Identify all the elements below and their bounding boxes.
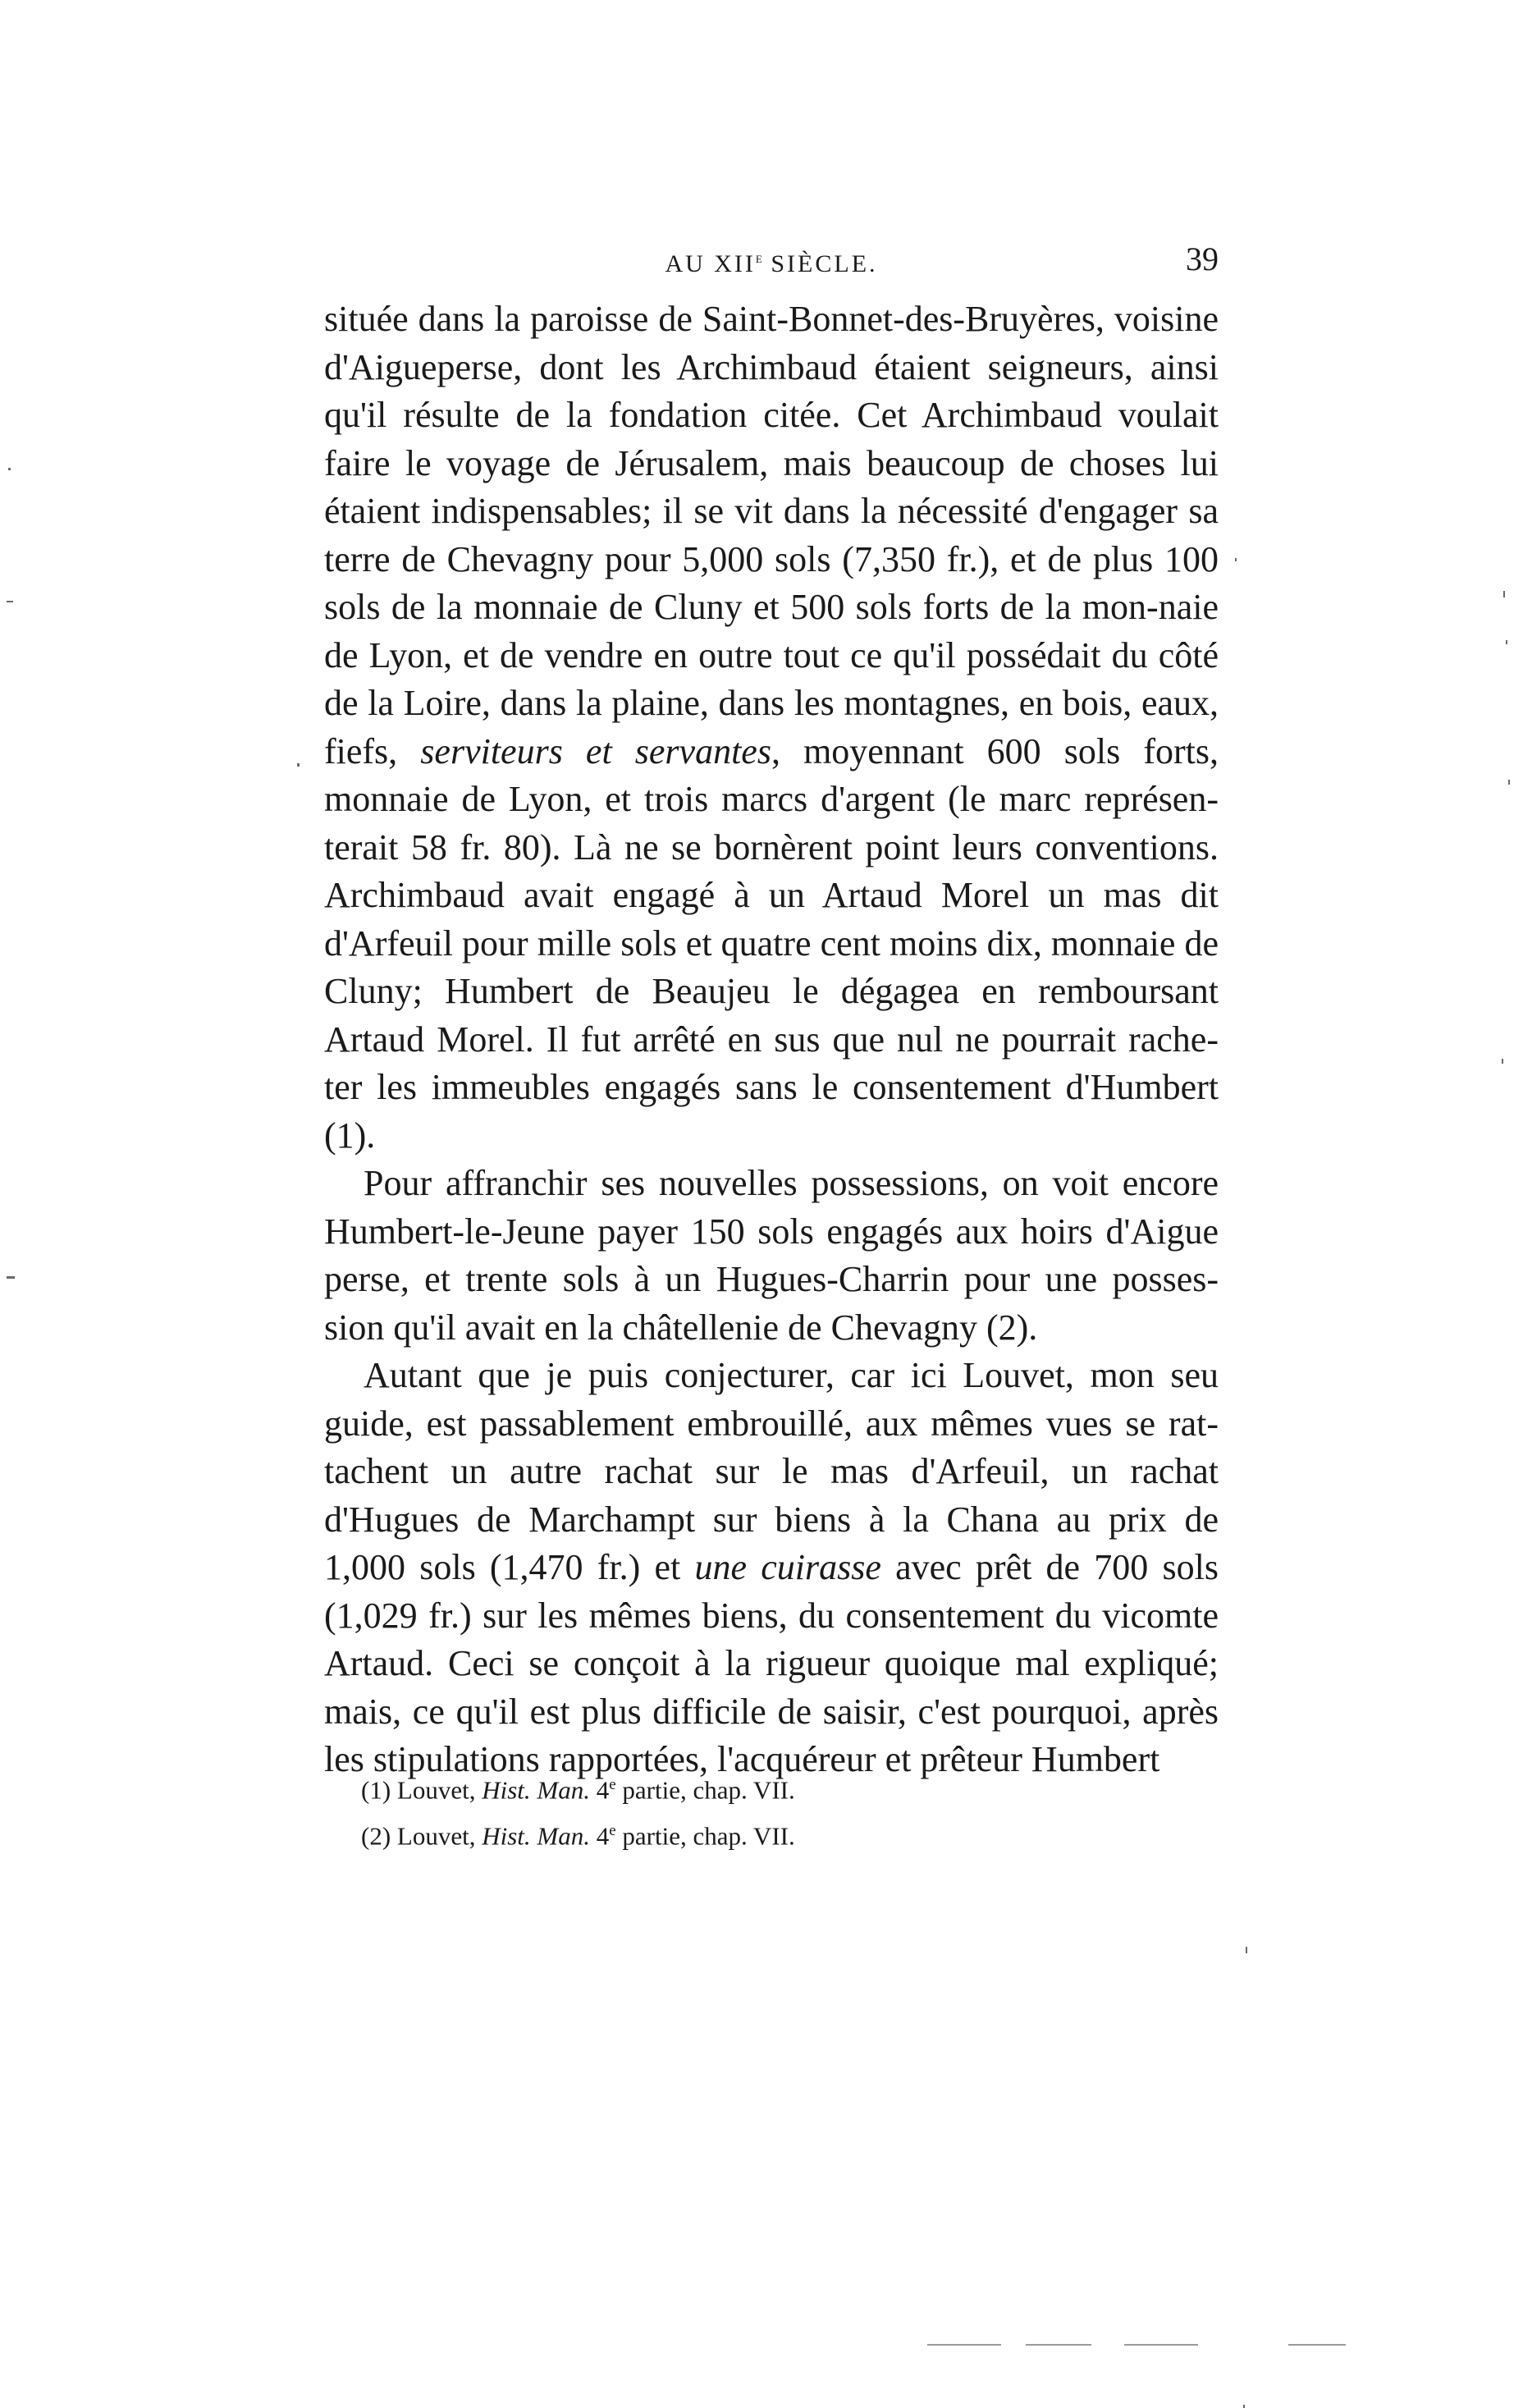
paragraph: Autant que je puis conjecturer, car ici Louvet, mon seu guide, est passablement embrouillé, aux mêmes vues se rat-tachent un autre rachat sur le mas d'Arfeuil, un rachat d'Hugues de Marchampt sur biens à la Chana au prix de 1,000 sols (1,470 fr.) et une cuirasse avec prêt de 700 sols (1,029 fr.) sur les mêmes biens, du consentement du vicomte Artaud. Ceci se conçoit à la rigueur quoique mal expliqué; mais, ce qu'il est plus difficile de saisir, c'est pourquoi, après les stipulations rapportées, l'acquéreur et prêteur Humbert <box>324 1355 1219 1779</box>
scan-speck <box>1508 780 1510 785</box>
footnote: (1) Louvet, Hist. Man. 4e partie, chap. VII. <box>361 1775 795 1805</box>
scan-speck <box>1503 591 1505 597</box>
bottom-scan-edge <box>927 2344 1001 2346</box>
paragraph: située dans la paroisse de Saint-Bonnet-des-Bruyères, voisine d'Aigueperse, dont les Archimbaud étaient seigneurs, ainsi qu'il résulte de la fondation citée. Cet Archimbaud voulait faire le voyage de Jérusalem, mais beaucoup de choses lui étaient indispensables; il se vit dans la nécessité d'engager sa terre de Chevagny pour 5,000 sols (7,350 fr.), et de plus 100 sols de la monnaie de Cluny et 500 sols forts de la mon-naie de Lyon, et de vendre en outre tout ce qu'il possédait du côté de la Loire, dans la plaine, dans les montagnes, en bois, eaux, fiefs, serviteurs et servantes, moyennant 600 sols forts, monnaie de Lyon, et trois marcs d'argent (le marc représen-terait 58 fr. 80). Là ne se bornèrent point leurs conventions. Archimbaud avait engagé à un Artaud Morel un mas dit d'Arfeuil pour mille sols et quatre cent moins dix, monnaie de Cluny; Humbert de Beaujeu le dégagea en remboursant Artaud Morel. Il fut arrêté en sus que nul ne pourrait rache-ter les immeubles engagés sans le consentement d'Humbert (1). <box>324 299 1219 1156</box>
body-text <box>324 295 1219 1784</box>
bottom-scan-edge <box>1124 2344 1198 2346</box>
scan-speck <box>1243 2405 1245 2408</box>
running-head <box>324 240 1219 289</box>
running-title: AU XIIe SIÈCLE. <box>665 249 878 277</box>
scan-speck <box>1246 1947 1247 1953</box>
bottom-scan-edge <box>1026 2344 1091 2346</box>
scan-speck <box>7 1276 15 1279</box>
scan-speck <box>1506 640 1507 644</box>
italic-phrase: une cuirasse <box>694 1547 881 1587</box>
paragraph: Pour affranchir ses nouvelles possessions, on voit encore Humbert-le-Jeune payer 150 sols engagés aux hoirs d'Aigue perse, et trente sols à un Hugues-Charrin pour une posses-sion qu'il avait en la châtellenie de Chevagny (2). <box>324 1163 1219 1348</box>
scan-speck <box>7 601 13 602</box>
scan-speck <box>297 763 300 767</box>
italic-phrase: serviteurs et servantes <box>420 730 771 771</box>
bottom-scan-edge <box>1288 2344 1346 2346</box>
scan-speck <box>8 468 11 470</box>
scan-speck <box>1502 1059 1503 1064</box>
scan-speck <box>1235 558 1237 561</box>
page-number: 39 <box>1186 240 1219 277</box>
footnotes <box>361 1765 1182 1857</box>
footnote: (2) Louvet, Hist. Man. 4e partie, chap. VII. <box>361 1821 795 1851</box>
